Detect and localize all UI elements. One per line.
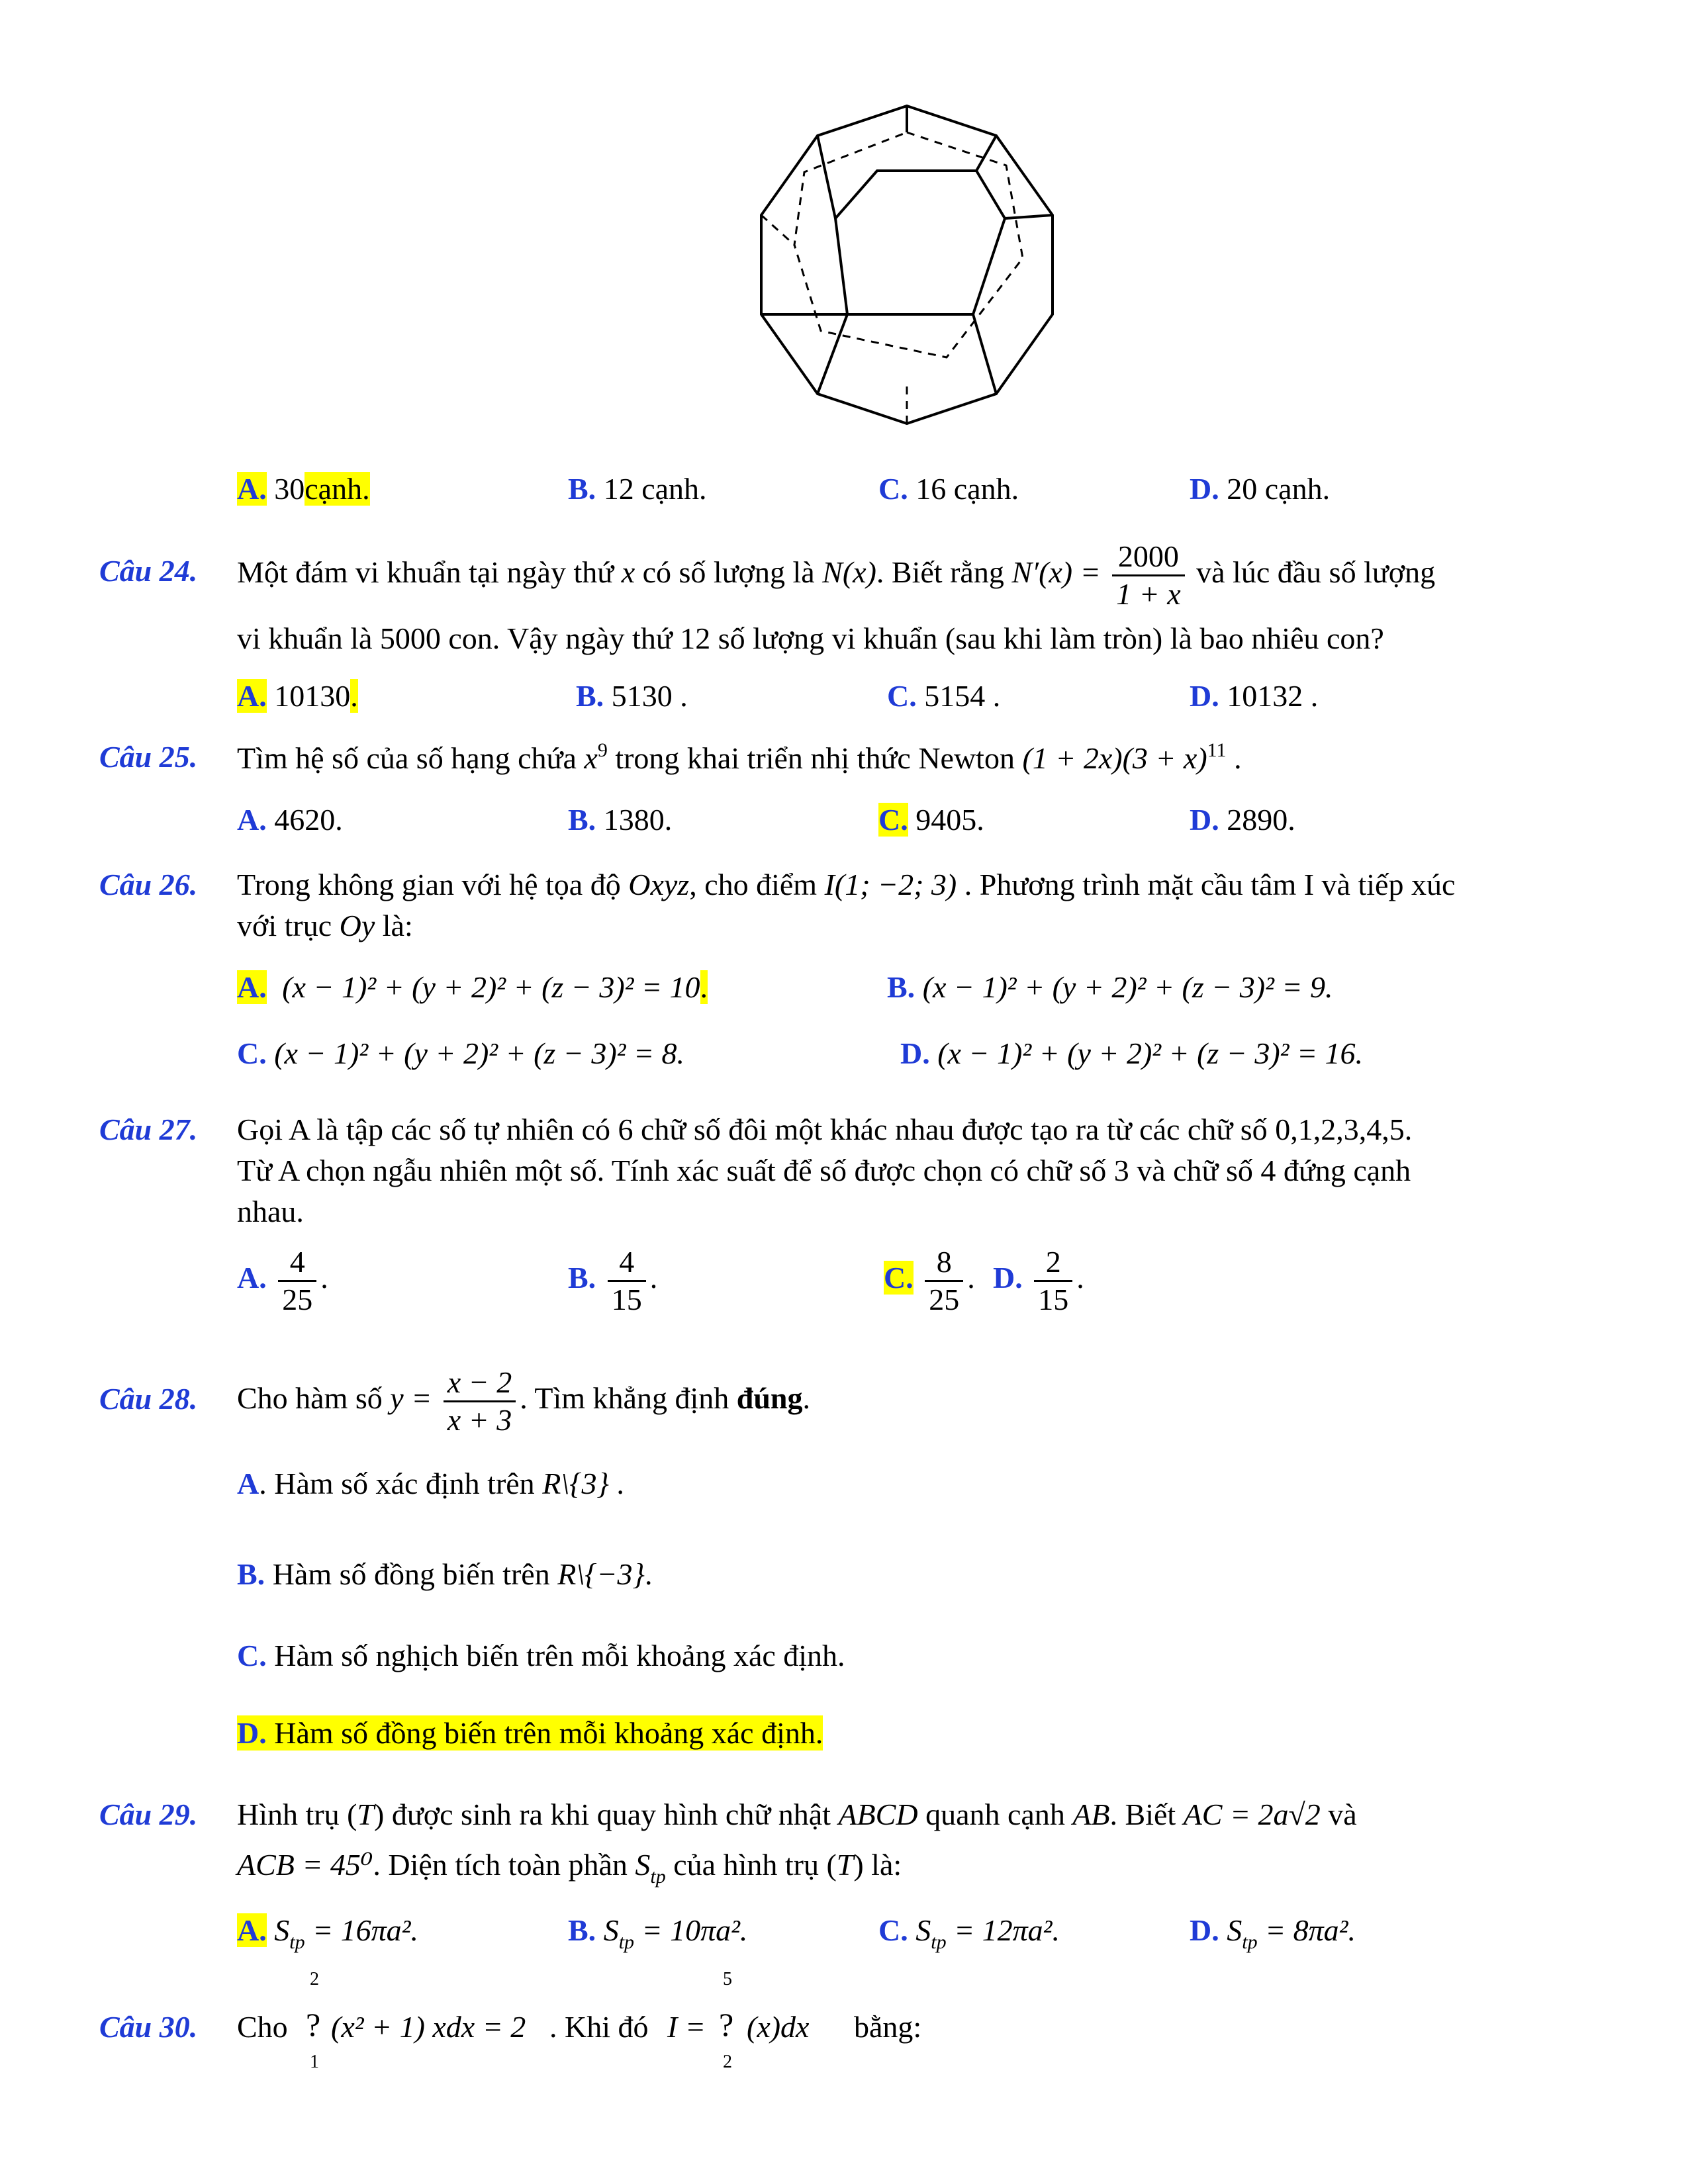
option-label: D. xyxy=(900,1036,930,1070)
q27-stem-line3: nhau. xyxy=(237,1195,304,1228)
q26-option-c[interactable] xyxy=(237,1036,684,1071)
option-label: A xyxy=(237,1467,259,1500)
option-label: D. xyxy=(237,1716,267,1750)
q27-stem-line1: Gọi A là tập các số tự nhiên có 6 chữ số đôi một khác nhau được tạo ra từ các chữ số 0,1,2,3,4,5. xyxy=(237,1113,1413,1146)
integral-upper-bound: 2 xyxy=(310,1969,319,1989)
option-label: D. xyxy=(993,1261,1023,1295)
q24-option-b[interactable] xyxy=(576,678,688,713)
option-text: 2890. xyxy=(1227,803,1295,837)
q27-option-c[interactable]: C. $\frac{8}{25}$ . xyxy=(884,1245,975,1316)
q27-stem-line2: Từ A chọn ngẫu nhiên một số. Tính xác suất để số được chọn có chữ số 3 và chữ số 4 đứng cạnh xyxy=(237,1154,1411,1187)
fraction: $\frac{x - 2}{x + 3}$ xyxy=(444,1365,516,1438)
option-text: 1380. xyxy=(603,803,673,837)
option-label: C. xyxy=(878,803,908,837)
q25-stem: Tìm hệ số của số hạng chứa $x^9$ trong khai triển nhị thức Newton $(1 + 2x)(3 + x)^{11}$ . xyxy=(237,739,1242,775)
option-label: D. xyxy=(1190,679,1219,713)
option-text: Hàm số đồng biến trên xyxy=(272,1557,550,1591)
option-label: C. xyxy=(878,472,908,506)
question-label: Câu 26. xyxy=(99,868,198,901)
option-label: B. xyxy=(568,1913,596,1947)
fraction: $\frac{2}{15}$ xyxy=(1034,1244,1072,1318)
option-label: C. xyxy=(237,1639,267,1672)
q30-integral2-body: (x)dx xyxy=(747,2010,810,2044)
option-text: (x − 1)² + (y + 2)² + (z − 3)² = 9. xyxy=(922,970,1333,1004)
integral-lower-bound: 1 xyxy=(310,2052,319,2072)
option-text: (x − 1)² + (y + 2)² + (z − 3)² = 8. xyxy=(274,1036,684,1070)
option-text: 10130 xyxy=(274,679,351,713)
option-text: 16 cạnh. xyxy=(915,472,1019,506)
q25-option-c[interactable] xyxy=(878,802,984,837)
q28-option-b[interactable]: B. Hàm số đồng biến trên R\{−3}. xyxy=(237,1557,653,1591)
q26-stem-line1: Trong không gian với hệ tọa độ Oxyz, cho điểm I(1; −2; 3) . Phương trình mặt cầu tâm I và tiếp xúc xyxy=(237,868,1456,901)
option-label: A. xyxy=(237,679,267,713)
fraction: $\frac{4}{25}$ xyxy=(278,1244,316,1318)
q30-integral2-prefix: I = xyxy=(667,2010,706,2044)
q24-stem-line2: vi khuẩn là 5000 con. Vậy ngày thứ 12 số lượng vi khuẩn (sau khi làm tròn) là bao nhiêu con? xyxy=(237,621,1384,655)
option-label: A. xyxy=(237,1261,267,1295)
q26-option-a[interactable]: A. (x − 1)² + (y + 2)² + (z − 3)² = 10. xyxy=(237,970,708,1004)
q27-option-a[interactable]: A. $\frac{4}{25}$ . xyxy=(237,1245,328,1316)
option-label: D. xyxy=(1190,1913,1219,1947)
q24-stem-line1: Một đám vi khuẩn tại ngày thứ x có số lượng là N(x). Biết rằng N′(x) = $\frac{2000}{1 + x}$ và lúc đầu số lượng xyxy=(237,539,1436,611)
option-label: C. xyxy=(887,679,917,713)
option-label: A. xyxy=(237,803,267,837)
integral-glyph: ? xyxy=(306,2006,321,2043)
q25-option-b[interactable] xyxy=(568,802,672,837)
option-text: 30 xyxy=(274,472,305,506)
q26-option-b[interactable] xyxy=(887,970,1333,1005)
q30-stem-text-a: Cho xyxy=(237,2010,288,2044)
q30-stem-text-c: bằng: xyxy=(854,2010,922,2044)
option-text: = 16πa². xyxy=(312,1913,418,1947)
dodecahedron-figure xyxy=(728,93,1086,437)
option-label: B. xyxy=(887,970,915,1004)
option-text: 10132 . xyxy=(1227,679,1319,713)
q29-option-b[interactable]: B. $S_{tp} = 10\pi a^2$. xyxy=(568,1913,748,1953)
option-text: = 12πa². xyxy=(954,1913,1060,1947)
q26-stem-line2: với trục Oy là: xyxy=(237,909,413,942)
option-text: (x − 1)² + (y + 2)² + (z − 3)² = 16. xyxy=(937,1036,1363,1070)
option-text: = 8πa². xyxy=(1265,1913,1356,1947)
option-text: 5130 . xyxy=(611,679,688,713)
option-text: 5154 . xyxy=(924,679,1001,713)
integral-upper-bound: 5 xyxy=(723,1969,732,1989)
q29-option-a[interactable]: A. $S_{tp} = 16\pi a^2$. xyxy=(237,1913,418,1953)
question-label: Câu 30. xyxy=(99,2010,198,2044)
q30-stem-text-b: . Khi đó xyxy=(549,2010,649,2044)
question-label: Câu 24. xyxy=(99,554,198,588)
q25-option-d[interactable] xyxy=(1190,802,1295,837)
integral-glyph: ? xyxy=(719,2006,734,2043)
q23-option-b[interactable] xyxy=(568,471,707,506)
q28-stem: Cho hàm số y = $\frac{x - 2}{x + 3}$ . Tìm khẳng định đúng. xyxy=(237,1365,810,1437)
q25-option-a[interactable] xyxy=(237,802,343,837)
option-label: A. xyxy=(237,472,267,506)
option-label: B. xyxy=(568,803,596,837)
option-text: Hàm số đồng biến trên mỗi khoảng xác định. xyxy=(274,1716,823,1750)
option-text: 20 cạnh. xyxy=(1227,472,1331,506)
option-label: B. xyxy=(568,472,596,506)
q24-option-d[interactable] xyxy=(1190,678,1318,713)
option-text: 9405. xyxy=(915,803,984,837)
option-label: A. xyxy=(237,1913,267,1947)
q29-option-c[interactable]: C. $S_{tp} = 12\pi a^2$. xyxy=(878,1913,1060,1953)
option-label: B. xyxy=(237,1557,265,1591)
option-label: C. xyxy=(237,1036,267,1070)
question-label: Câu 28. xyxy=(99,1382,198,1416)
fraction: $\frac{8}{25}$ xyxy=(925,1244,963,1318)
q24-option-a[interactable]: A. 10130. xyxy=(237,679,358,713)
option-label: B. xyxy=(576,679,604,713)
question-label: Câu 27. xyxy=(99,1113,198,1146)
q29-stem-line1: Hình trụ (T) được sinh ra khi quay hình chữ nhật ABCD quanh cạnh AB. Biết AC = 2a√2 và xyxy=(237,1797,1357,1831)
q28-option-a[interactable]: A. Hàm số xác định trên R\{3} . xyxy=(237,1467,624,1500)
fraction: $\frac{2000}{1 + x}$ xyxy=(1112,539,1184,612)
q29-option-d[interactable]: D. $S_{tp} = 8\pi a^2$. xyxy=(1190,1913,1356,1953)
q23-option-c[interactable] xyxy=(878,471,1019,506)
option-label: D. xyxy=(1190,472,1219,506)
option-text: Hàm số nghịch biến trên mỗi khoảng xác định. xyxy=(274,1639,845,1672)
q27-option-b[interactable]: B. $\frac{4}{15}$ . xyxy=(568,1245,658,1316)
option-text: = 10πa². xyxy=(641,1913,748,1947)
option-unit: cạnh. xyxy=(305,472,370,506)
q23-option-d[interactable] xyxy=(1190,471,1330,506)
q29-stem-line2: ACB = 45⁰. Diện tích toàn phần $S_{tp}$ của hình trụ (T) là: xyxy=(237,1848,902,1888)
fraction: $\frac{4}{15}$ xyxy=(608,1244,646,1318)
q30-integral1-body: (x² + 1) xdx = 2 xyxy=(331,2010,526,2044)
q28-option-c[interactable] xyxy=(237,1638,845,1673)
option-label: B. xyxy=(568,1261,596,1295)
q28-option-d[interactable] xyxy=(237,1715,823,1751)
q23-option-a[interactable] xyxy=(237,471,370,506)
option-label: C. xyxy=(884,1261,914,1295)
option-text: 4620. xyxy=(274,803,343,837)
integral-lower-bound: 2 xyxy=(723,2052,732,2072)
question-label: Câu 29. xyxy=(99,1797,198,1831)
option-label: A. xyxy=(237,970,267,1004)
option-label: D. xyxy=(1190,803,1219,837)
q27-option-d[interactable]: D. $\frac{2}{15}$ . xyxy=(993,1245,1084,1316)
option-text: (x − 1)² + (y + 2)² + (z − 3)² = 10 xyxy=(282,970,700,1004)
q24-option-c[interactable] xyxy=(887,678,1000,713)
q26-option-d[interactable] xyxy=(900,1036,1363,1071)
question-label: Câu 25. xyxy=(99,740,198,774)
option-label: C. xyxy=(878,1913,908,1947)
option-text: 12 cạnh. xyxy=(603,472,707,506)
option-text: . Hàm số xác định trên xyxy=(259,1467,535,1500)
